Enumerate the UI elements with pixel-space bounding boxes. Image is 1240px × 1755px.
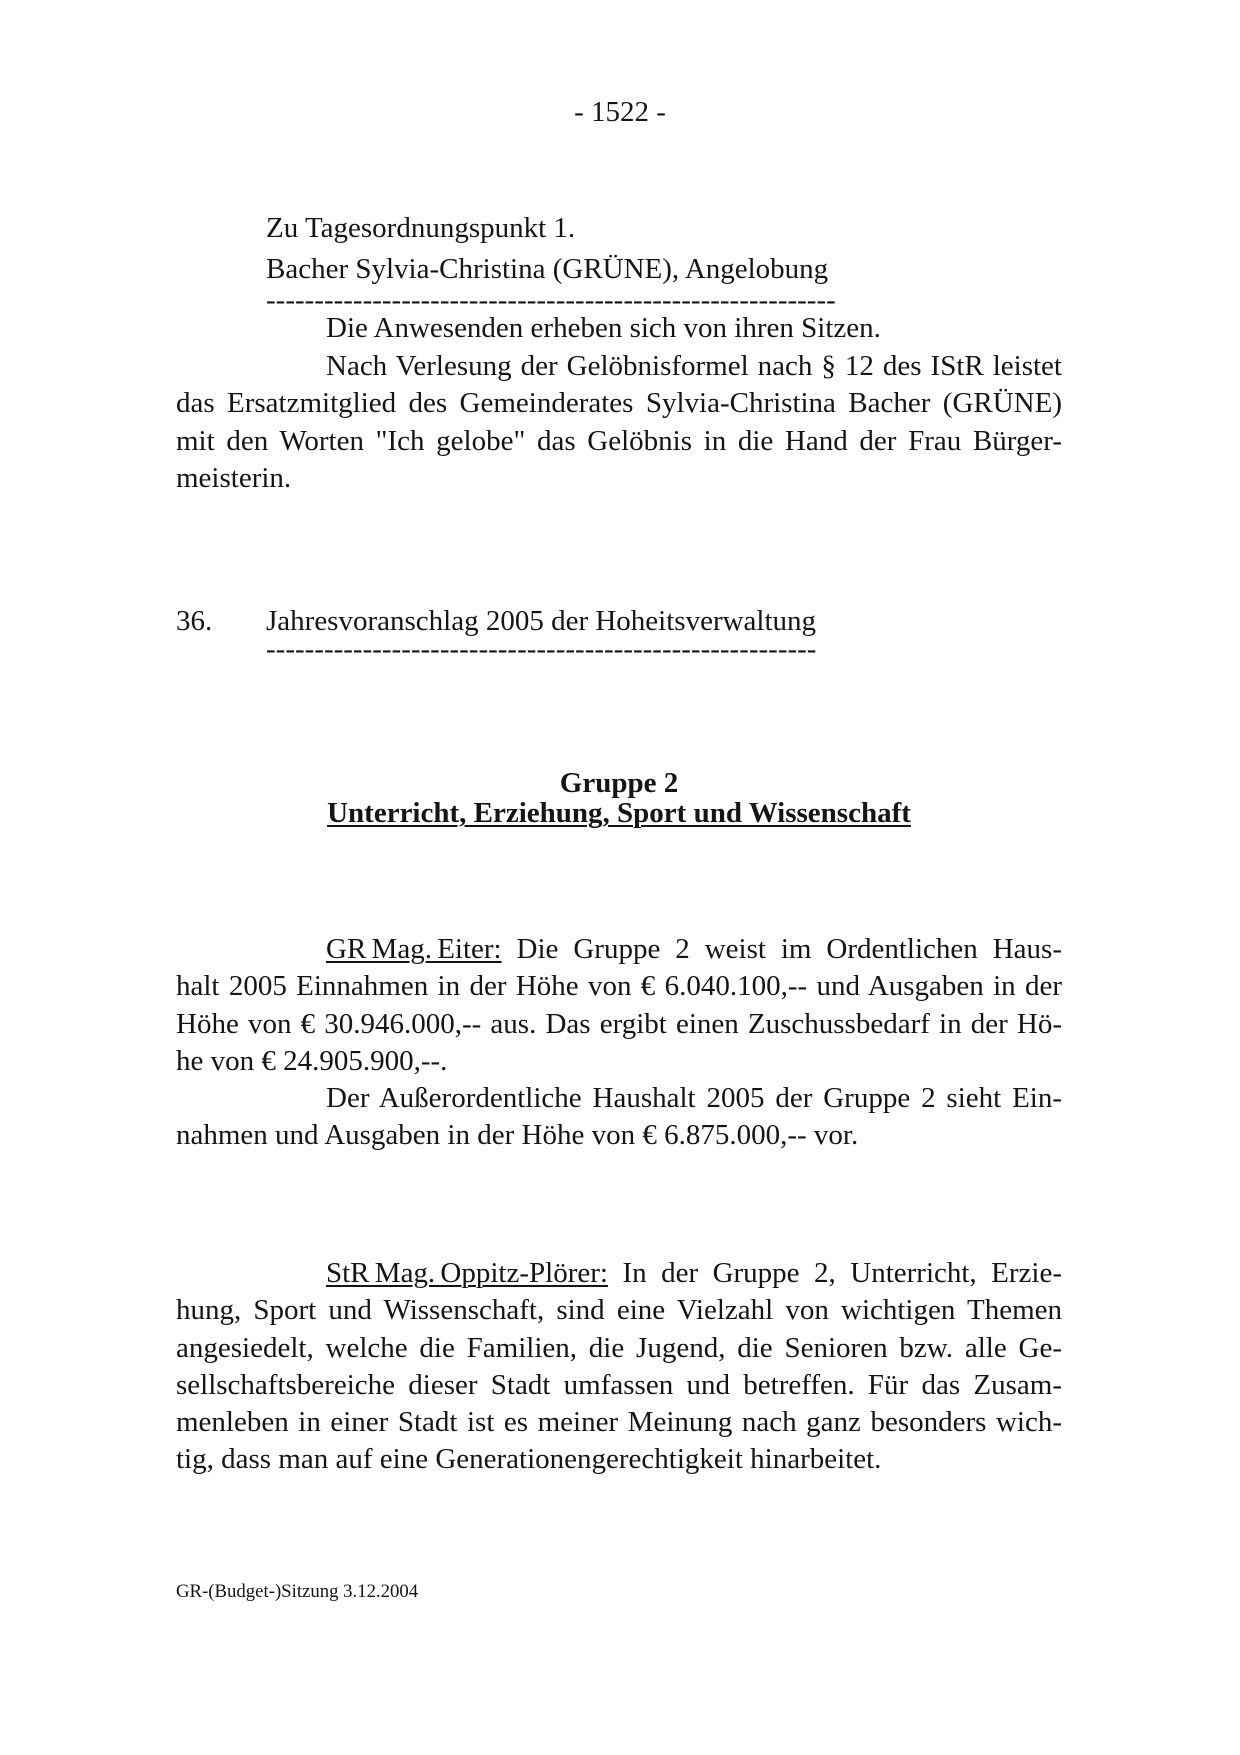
agenda-item-1-subject: Bacher Sylvia-Christina (GRÜNE), Angelobung [266,253,829,285]
agenda-item-36-title: Jahresvoranschlag 2005 der Hoheitsverwaltung [266,605,817,637]
paragraph-line: Nach Verlesung der Gelöbnisformel nach § 12 des IStR leistet [326,349,1062,382]
statement-line: Der Außerordentliche Haushalt 2005 der Gruppe 2 sieht Ein- [326,1082,1062,1115]
statement-line: menleben in einer Stadt ist es meiner Meinung nach ganz besonders wich- [176,1406,1062,1439]
statement-text: Die Gruppe 2 weist im Ordentlichen Haus- [516,933,1062,965]
statement-line: sellschaftsbereiche dieser Stadt umfassen und betreffen. Für das Zusam- [176,1368,1062,1401]
agenda-item-1-section [176,208,1062,498]
page-footer: GR-(Budget-)Sitzung 3.12.2004 [176,1581,419,1602]
paragraph-line: das Ersatzmitglied des Gemeinderates Sylvia-Christina Bacher (GRÜNE) [176,387,1062,419]
paragraph-line: mit den Worten "Ich gelobe" das Gelöbnis in die Hand der Frau Bürger- [176,424,1062,457]
speaker-name: StR Mag. Oppitz-Plörer: [326,1257,608,1289]
statement-line [176,931,1062,968]
agenda-item-1-paragraph-2 [176,348,1062,498]
speaker-name: GR Mag. Eiter: [326,933,502,965]
group-subtitle-row [176,798,1062,828]
statement-line: tig, dass man auf eine Generationengerechtigkeit hinarbeitet. [176,1443,882,1476]
statement-line: he von € 24.905.900,--. [176,1044,448,1077]
statement-line: Höhe von € 30.946.000,-- aus. Das ergibt einen Zuschussbedarf in der Hö- [176,1007,1062,1040]
paragraph-line: meisterin. [176,462,292,494]
agenda-item-36-section [176,603,1062,665]
statement-line: halt 2005 Einnahmen in der Höhe von € 6.040.100,-- und Ausgaben in der [176,970,1062,1003]
statement-line: angesiedelt, welche die Familien, die Jugend, die Senioren bzw. alle Ge- [176,1331,1062,1364]
statement-oppitz-ploerer [176,1255,1062,1479]
agenda-item-1-separator: ----------------------------------------------------------- [266,284,836,316]
agenda-item-1-heading: Zu Tagesordnungspunkt 1. [266,212,576,244]
paragraph-line: Die Anwesenden erheben sich von ihren Sitzen. [326,312,881,344]
agenda-item-36-number: 36. [176,605,213,637]
statement-eiter [176,931,1062,1155]
statement-text: In der Gruppe 2, Unterricht, Erzie- [622,1257,1062,1289]
group-subtitle: Unterricht, Erziehung, Sport und Wissenschaft [327,797,911,829]
group-title: Gruppe 2 [559,767,679,799]
statement-line: nahmen und Ausgaben in der Höhe von € 6.875.000,-- vor. [176,1119,859,1152]
agenda-item-36-separator: --------------------------------------------------------- [266,633,817,665]
statement-line [176,1255,1062,1292]
statement-line: hung, Sport und Wissenschaft, sind eine Vielzahl von wichtigen Themen [176,1294,1062,1327]
page-number: - 1522 - [574,96,666,128]
group-heading [176,768,1062,828]
